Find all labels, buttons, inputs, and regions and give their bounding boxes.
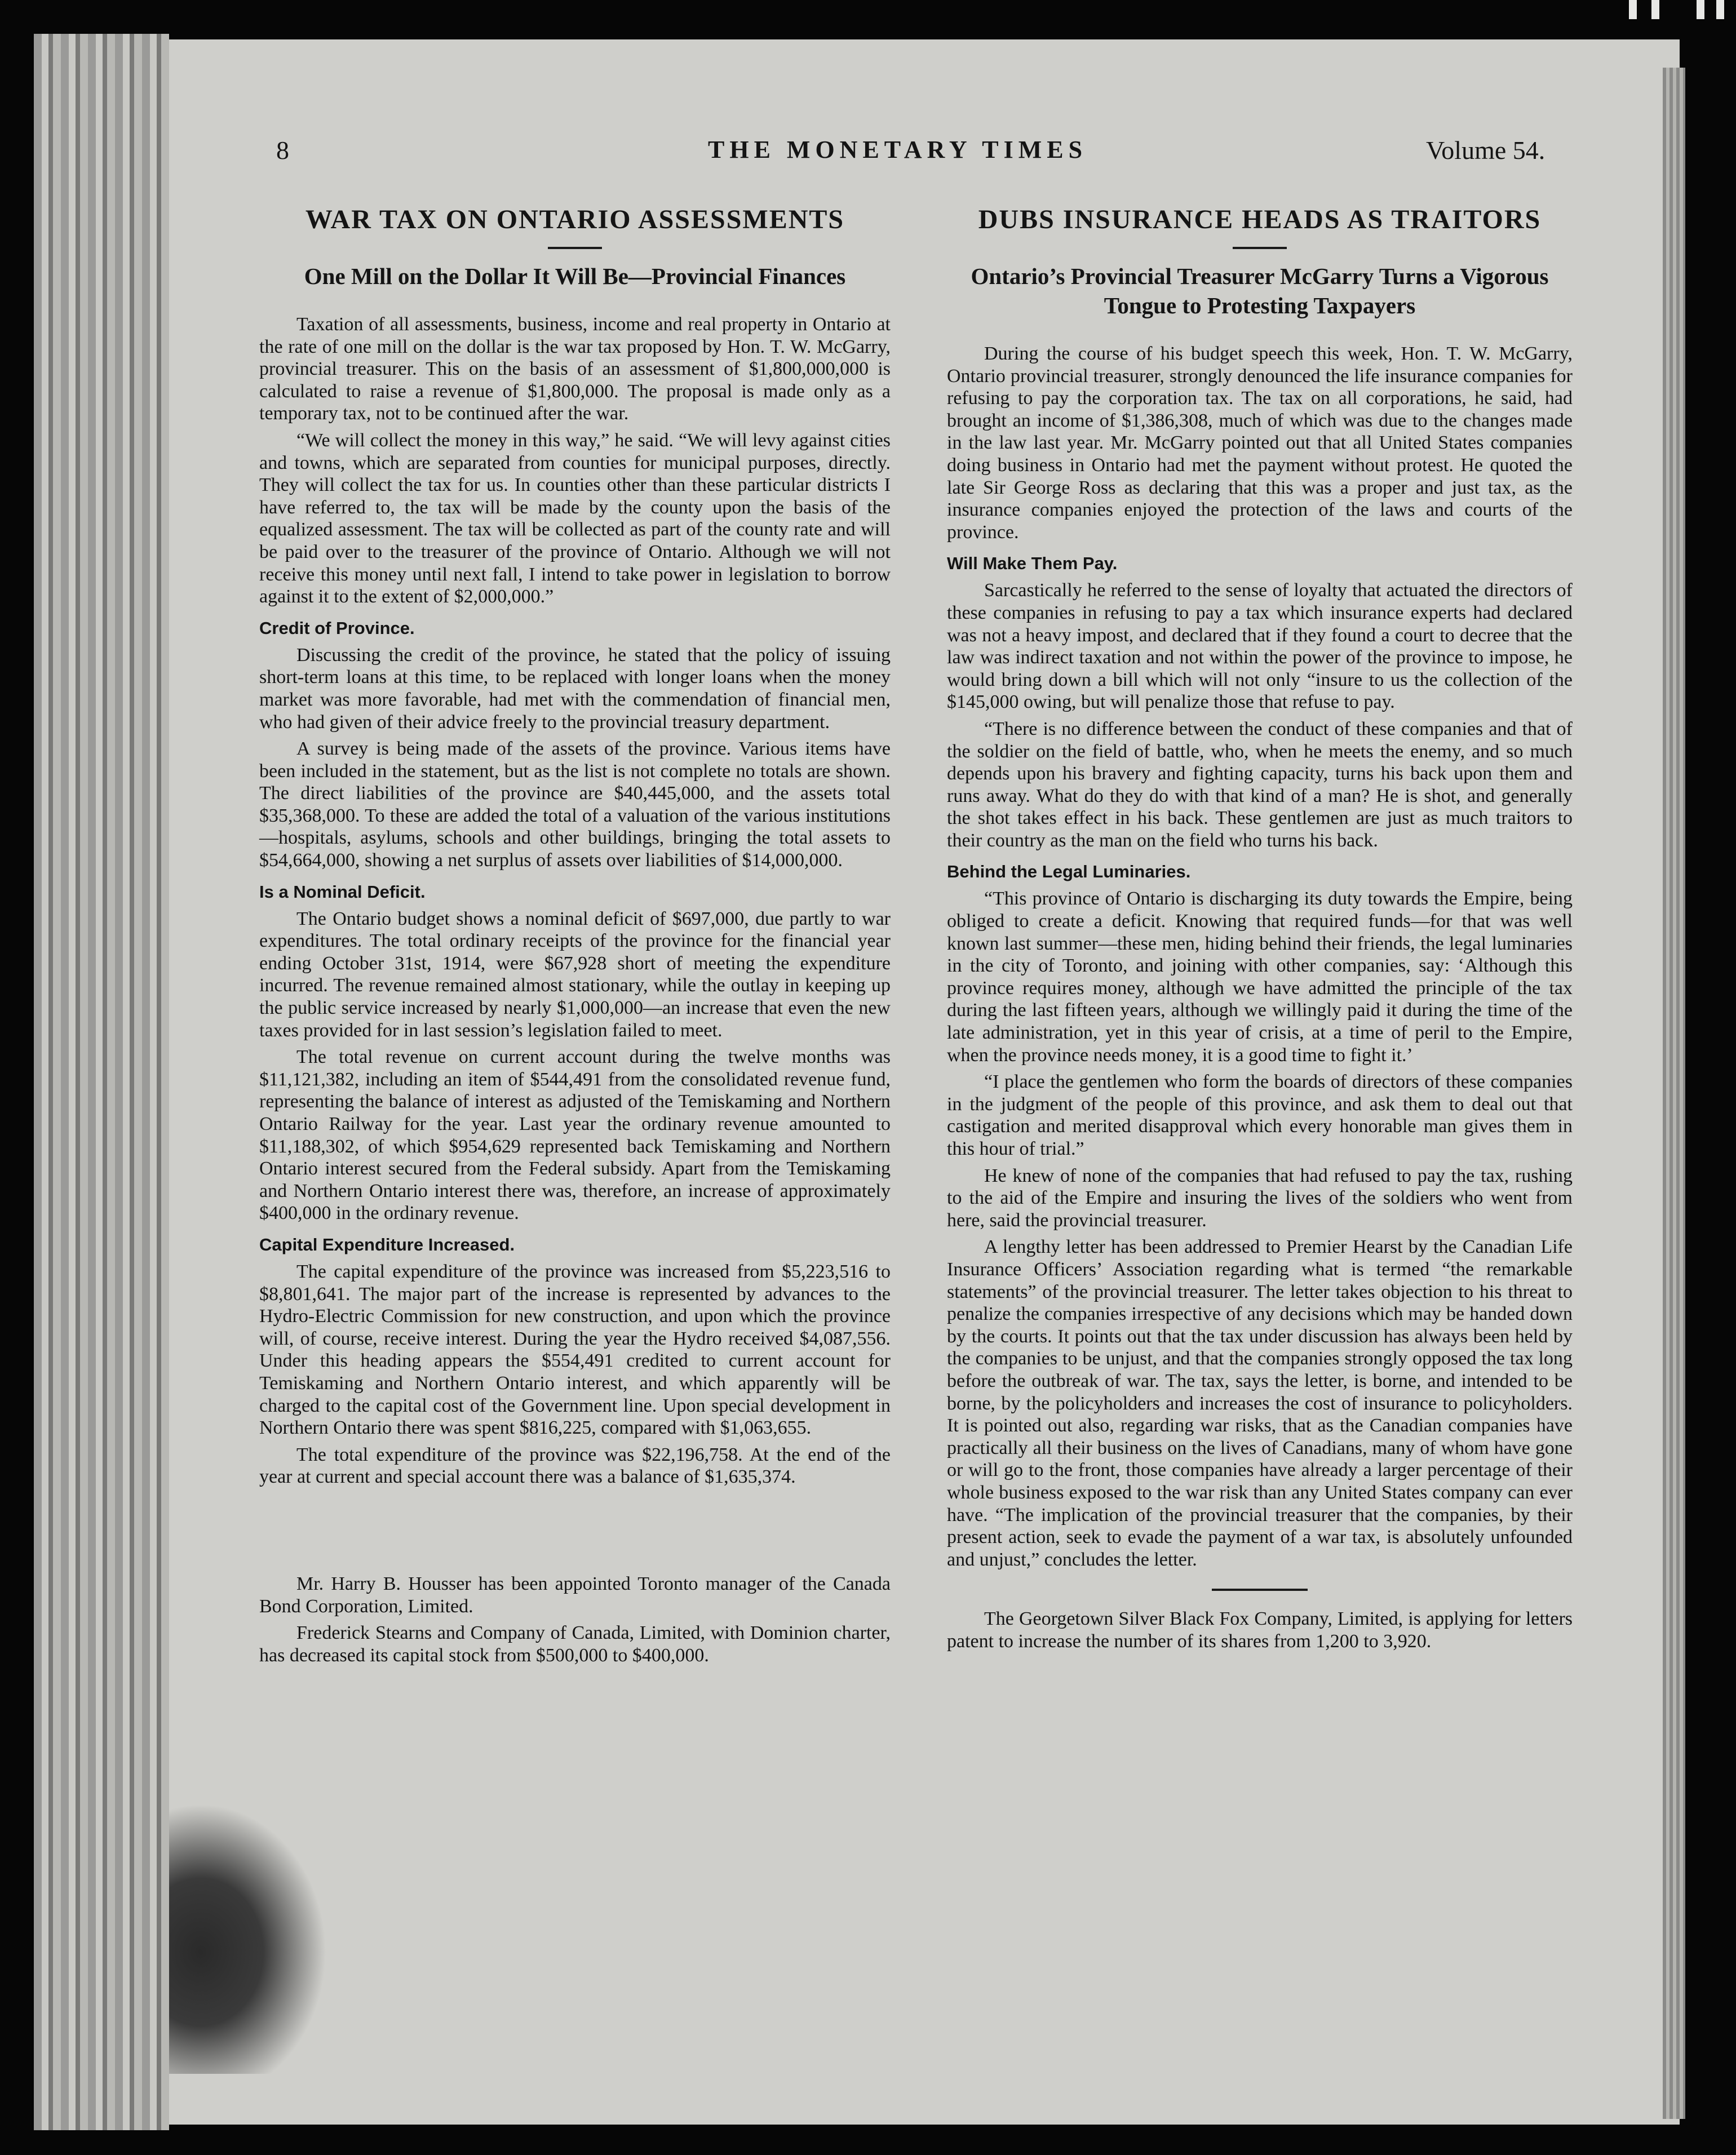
paragraph: He knew of none of the companies that had refused to pay the tax, rushing to the aid of the Empire and insuring the lives of the soldiers who went from here, said the provincial treasurer.: [947, 1165, 1573, 1231]
volume-label: Volume 54.: [1426, 136, 1545, 165]
paragraph: The total revenue on current account during the twelve months was $11,121,382, including an item of $544,491 from the consolidated revenue fund, representing the balance of interest as adjusted of the Temiskaming and Northern Ontario Railway for the year. Last year the ordinary revenue amounted to $11,188,302, of which $954,629 represented back Temiskaming and Northern Ontario interest secured from the Federal subsidy. Apart from the Temiskaming and Northern Ontario interest there was, therefore, an increase of approximately $400,000 in the ordinary revenue.: [259, 1047, 891, 1224]
clip-shadow: [169, 1803, 327, 2074]
article-subtitle: Ontario’s Provincial Treasurer McGarry Turns a Vigorous Tongue to Protesting Taxpayers: [971, 263, 1549, 318]
section-heading: Credit of Province.: [259, 618, 415, 638]
title-rule: [1233, 247, 1287, 249]
paragraph: “I place the gentlemen who form the boards of directors of these companies in the judgment of the people of this province, and ask them to deal out that castigation and merited disapproval which every honorable man gives them in this hour of trial.”: [947, 1071, 1573, 1159]
paragraph: A survey is being made of the assets of the province. Various items have been included in the statement, but as the list is not complete no totals are shown. The direct liabilities of the province are $40,445,000, and the assets total $35,368,000. To these are added the total of a valuation of the various institutions—hospitals, asylums, schools and other buildings, bringing the total assets to $54,664,000, showing a net surplus of assets over liabilities of $14,000,000.: [259, 738, 891, 871]
news-notes: [259, 1573, 891, 1666]
section-heading: Is a Nominal Deficit.: [259, 881, 426, 902]
right-column: [947, 203, 1573, 1657]
film-marks: [1623, 0, 1736, 23]
section-heading: Will Make Them Pay.: [947, 553, 1118, 574]
news-note: Mr. Harry B. Housser has been appointed Toronto manager of the Canada Bond Corporation, Limited.: [259, 1573, 891, 1617]
article-subtitle: One Mill on the Dollar It Will Be—Provincial Finances: [304, 263, 846, 289]
article-title: DUBS INSURANCE HEADS AS TRAITORS: [978, 205, 1542, 234]
news-note: The Georgetown Silver Black Fox Company, Limited, is applying for letters patent to increase the number of its shares from 1,200 to 3,920.: [947, 1608, 1573, 1652]
paragraph: The Ontario budget shows a nominal deficit of $697,000, due partly to war expenditures. The total ordinary receipts of the province for the financial year ending October 31st, 1914, were $67,928 short of meeting the expenditure incurred. The revenue remained almost stationary, while the outlay in keeping up the public service increased by nearly $1,000,000—an increase that even the new taxes provided for in last session’s legislation failed to meet.: [259, 908, 891, 1041]
paragraph: The capital expenditure of the province was increased from $5,223,516 to $8,801,641. The major part of the increase is represented by advances to the Hydro-Electric Commission for new construction, and upon which the province will, of course, receive interest. During the year the Hydro received $4,087,556. Under this heading appears the $554,491 credited to current account for Temiskaming and Northern Ontario interest, and which apparently will be charged to the capital cost of the Government line. Upon special development in Northern Ontario there was spent $816,225, compared with $1,063,655.: [259, 1261, 891, 1439]
paragraph: Taxation of all assessments, business, income and real property in Ontario at the rate of one mill on the dollar is the war tax proposed by Hon. T. W. McGarry, provincial treasurer. This on the basis of an assessment of $1,800,000,000 is calculated to raise a revenue of $1,800,000. The proposal is made only as a temporary tax, not to be continued after the war.: [259, 314, 891, 424]
title-rule: [548, 247, 602, 249]
page-number: 8: [276, 136, 289, 165]
masthead: THE MONETARY TIMES: [708, 136, 1088, 163]
paragraph: The total expenditure of the province was $22,196,758. At the end of the year at current and special account there was a balance of $1,635,374.: [259, 1444, 891, 1488]
paragraph: “There is no difference between the conduct of these companies and that of the soldier on the field of battle, who, when he meets the enemy, and so much depends upon his bravery and fighting capacity, turns his back upon them and runs away. What do they do with that kind of a man? He is shot, and generally the shot takes effect in his back. These gentlemen are just as much traitors to their country as the man on the field who turns his back.: [947, 718, 1573, 851]
left-column: [259, 203, 891, 1671]
paragraph: Discussing the credit of the province, he stated that the policy of issuing short-term loans at this time, to be replaced with longer loans when the money market was more favorable, had met with the commendation of financial men, who had given of their advice freely to the provincial treasury department.: [259, 644, 891, 733]
page-edge: [1663, 68, 1685, 2119]
news-note: Frederick Stearns and Company of Canada, Limited, with Dominion charter, has decreased its capital stock from $500,000 to $400,000.: [259, 1622, 891, 1666]
paragraph: “This province of Ontario is discharging its duty towards the Empire, being obliged to create a deficit. Knowing that required funds—for that was well known last summer—these men, hiding behind their friends, the legal luminaries in the city of Toronto, and joining with other companies, say: ‘Although this province requires money, although we have admitted the principle of the tax during the last fifteen years, although we willingly paid it during the time of the late administration, yet in this year of crisis, at a time of peril to the Empire, when the province needs money, it is a good time to fight it.’: [947, 888, 1573, 1066]
paragraph: “We will collect the money in this way,” he said. “We will levy against cities and towns, which are separated from counties for municipal purposes, directly. They will collect the tax for us. In counties other than these particular districts I have referred to, the tax will be made by the county upon the basis of the equalized assessment. The tax will be collected as part of the county rate and will be paid over to the treasurer of the province of Ontario. Although we will not receive this money until next fall, I intend to take power in legislation to borrow against it to the extent of $2,000,000.”: [259, 429, 891, 608]
section-heading: Behind the Legal Luminaries.: [947, 862, 1191, 882]
article-title: WAR TAX ON ONTARIO ASSESSMENTS: [305, 205, 845, 234]
separator-rule: [1212, 1589, 1308, 1591]
paragraph: A lengthy letter has been addressed to Premier Hearst by the Canadian Life Insurance Officers’ Association regarding what is termed “the remarkable statements” of the provincial treasurer. The letter takes objection to his threat to penalize the companies irrespective of any decisions which may be handed down by the courts. It points out that the tax under discussion has always been held by the companies to be unjust, and that the companies strongly opposed the tax long before the outbreak of war. The tax, says the letter, is borne, and intended to be borne, by the policyholders and increases the cost of insurance to policyholders. It is pointed out also, regarding war risks, that as the Canadian companies have practically all their business on the lives of Canadians, many of whom have gone or will go to the front, those companies have already a larger percentage of their whole business exposed to the war risk than any United States company can ever have. “The implication of the provincial treasurer that the companies, by their present action, seek to evade the payment of a war tax, is absolutely unfounded and unjust,” concludes the letter.: [947, 1236, 1573, 1570]
paragraph: During the course of his budget speech this week, Hon. T. W. McGarry, Ontario provincial treasurer, strongly denounced the life insurance companies for refusing to pay the corporation tax. The tax on all corporations, he said, had brought an income of $1,386,308, much of which was due to the changes made in the law last year. Mr. McGarry pointed out that all United States companies doing business in Ontario had met the payment without protest. He quoted the late Sir George Ross as declaring that this was a proper and just tax, as the insurance companies enjoyed the protection of the laws and courts of the province.: [947, 343, 1573, 543]
paragraph: Sarcastically he referred to the sense of loyalty that actuated the directors of these companies in refusing to pay a tax which insurance experts had declared was not a heavy impost, and declared that if they found a court to decree that the law was indirect taxation and not within the power of the province to impose, he would bring down a bill which will not only “insure to us the collection of the $145,000 owing, but will penalize those that refuse to pay.: [947, 580, 1573, 713]
book-binding: [34, 34, 169, 2130]
section-heading: Capital Expenditure Increased.: [259, 1234, 515, 1254]
